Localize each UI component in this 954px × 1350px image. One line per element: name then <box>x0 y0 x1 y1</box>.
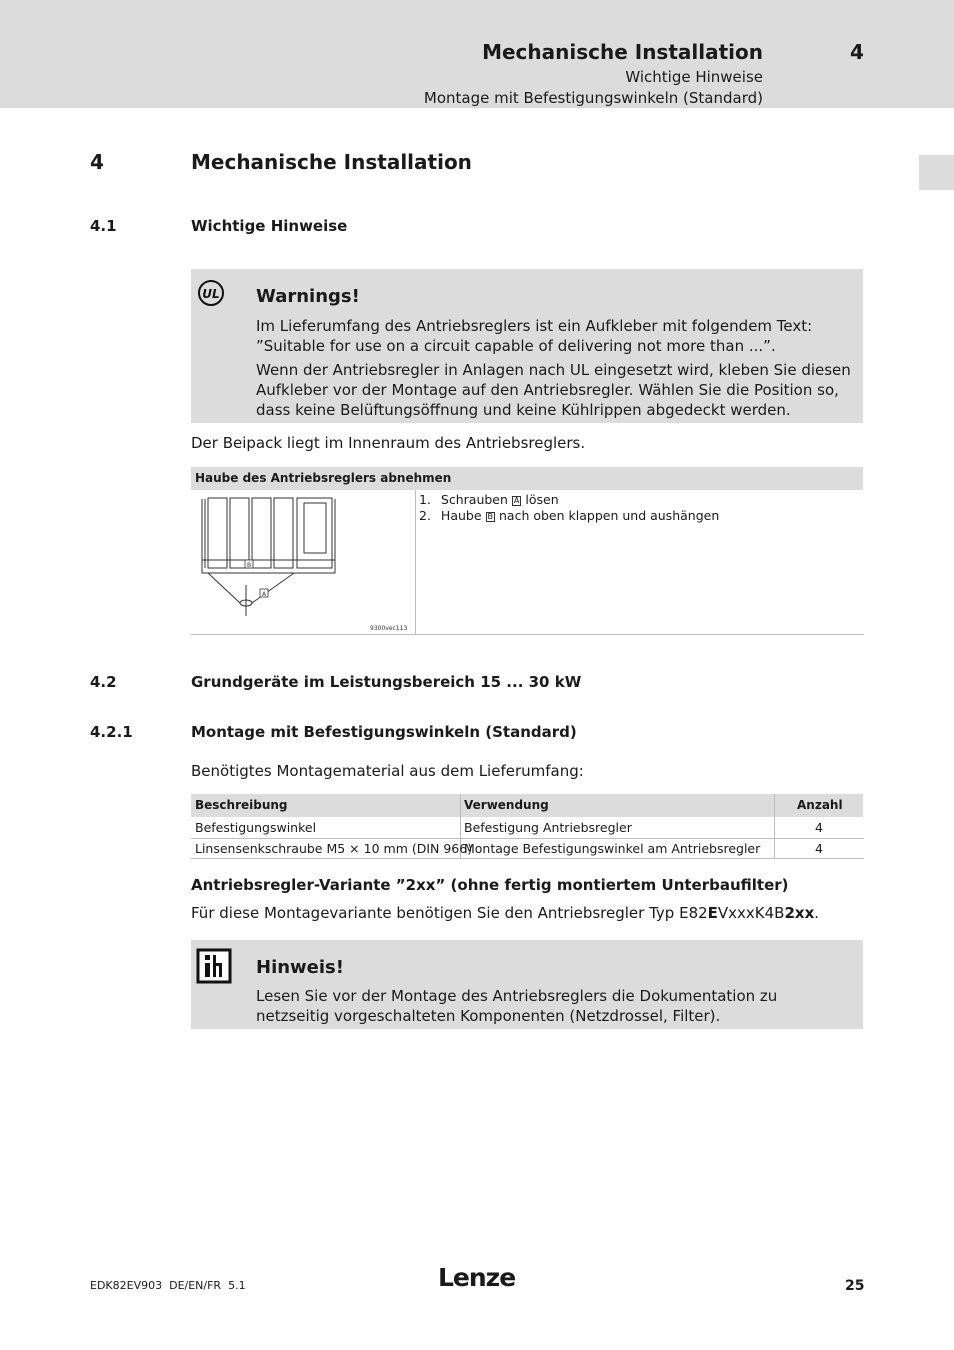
haube-step-1 <box>419 492 559 507</box>
haube-heading-text: Haube des Antriebsreglers abnehmen <box>195 471 452 485</box>
info-icon <box>196 948 232 984</box>
section-title: Mechanische Installation <box>191 150 472 174</box>
material-row-2-anzahl: 4 <box>815 841 823 856</box>
haube-step-1-number: 1. <box>419 492 431 507</box>
subsection-4-2-title: Grundgeräte im Leistungsbereich 15 ... 30 kW <box>191 673 582 691</box>
material-row-2-verwendung: Montage Befestigungswinkel am Antriebsregler <box>464 841 761 856</box>
haube-table-divider <box>415 490 416 634</box>
hinweis-box <box>191 940 863 1029</box>
variant-text-mid: VxxxK4B <box>717 904 785 922</box>
header-chapter-number: 4 <box>850 40 864 64</box>
header-title: Mechanische Installation <box>482 40 763 64</box>
footer-document-id: EDK82EV903 DE/EN/FR 5.1 <box>90 1279 246 1292</box>
haube-step-1-pre: Schrauben <box>440 492 508 507</box>
material-row-1-beschreibung: Befestigungswinkel <box>195 820 317 835</box>
material-row-1-verwendung: Befestigung Antriebsregler <box>464 820 632 835</box>
beipack-text: Der Beipack liegt im Innenraum des Antriebsreglers. <box>191 434 586 452</box>
haube-step-2-number: 2. <box>419 508 431 523</box>
material-table-header <box>191 794 863 817</box>
chapter-side-tab <box>919 155 954 190</box>
page-header <box>0 0 954 108</box>
svg-text:UL: UL <box>202 287 220 301</box>
haube-step-2 <box>419 508 719 523</box>
header-subtitle-1: Wichtige Hinweise <box>625 68 763 86</box>
hinweis-text: Lesen Sie vor der Montage des Antriebsreglers die Dokumentation zu netzseitig vorgeschalteten Komponenten (Netzdrossel, Filter). <box>256 987 778 1025</box>
variant-text-pre: Für diese Montagevariante benötigen Sie den Antriebsregler Typ E82 <box>191 904 708 922</box>
material-table-row-rule <box>191 838 864 839</box>
variant-text-bold-e: E <box>707 904 718 922</box>
haube-table-bottom-rule <box>191 634 864 635</box>
subsection-4-1-number: 4.1 <box>90 217 117 235</box>
ul-warning-box <box>191 269 863 423</box>
material-header-beschreibung: Beschreibung <box>195 798 288 812</box>
figure-id: 9300vec113 <box>370 625 408 632</box>
subsection-4-2-number: 4.2 <box>90 673 117 691</box>
haube-step-2-post: nach oben klappen und aushängen <box>499 508 720 523</box>
variant-heading: Antriebsregler-Variante ”2xx” (ohne fertig montiertem Unterbaufilter) <box>191 876 789 894</box>
hinweis-title: Hinweis! <box>256 957 344 978</box>
page-number: 25 <box>845 1278 865 1294</box>
header-subtitle-2: Montage mit Befestigungswinkeln (Standard) <box>423 89 763 107</box>
material-header-anzahl: Anzahl <box>797 798 843 812</box>
variant-text <box>191 904 819 922</box>
subsection-4-2-1-number: 4.2.1 <box>90 723 133 741</box>
haube-step-2-pre: Haube <box>440 508 482 523</box>
figure-label-a: A <box>261 591 267 598</box>
material-row-2-beschreibung: Linsensenkschraube M5 × 10 mm (DIN 966) <box>195 841 473 856</box>
subsection-4-1-title: Wichtige Hinweise <box>191 217 348 235</box>
haube-step-2-letter: B <box>487 512 494 521</box>
haube-step-1-post: lösen <box>525 492 559 507</box>
warning-text-2: Wenn der Antriebsregler in Anlagen nach UL eingesetzt wird, kleben Sie diesen Aufkleber vor der Montage auf den Antriebsregler. Wählen Sie die Position so, dass keine Belüftungsöffnung und keine Kühlrippen abgedeckt werden. <box>256 361 851 419</box>
haube-table-heading <box>191 467 863 490</box>
variant-text-bold-2xx: 2xx <box>784 904 815 922</box>
haube-step-1-letter: A <box>513 496 520 505</box>
section-number: 4 <box>90 150 104 174</box>
subsection-4-2-1-title: Montage mit Befestigungswinkeln (Standard) <box>191 723 577 741</box>
material-table-bottom-rule <box>191 858 864 859</box>
ul-logo-icon <box>197 279 225 307</box>
warning-text-1: Im Lieferumfang des Antriebsreglers ist ein Aufkleber mit folgendem Text: ”Suitable for use on a circuit capable of delivering not more than ...”. <box>256 317 813 355</box>
drive-controller-drawing <box>196 493 411 633</box>
lenze-logo: Lenze <box>438 1263 516 1292</box>
warning-title: Warnings! <box>256 286 360 307</box>
material-header-verwendung: Verwendung <box>464 798 549 812</box>
variant-text-end: . <box>814 904 820 922</box>
material-row-1-anzahl: 4 <box>815 820 823 835</box>
figure-label-b: B <box>246 562 252 569</box>
material-intro: Benötigtes Montagematerial aus dem Lieferumfang: <box>191 762 584 780</box>
